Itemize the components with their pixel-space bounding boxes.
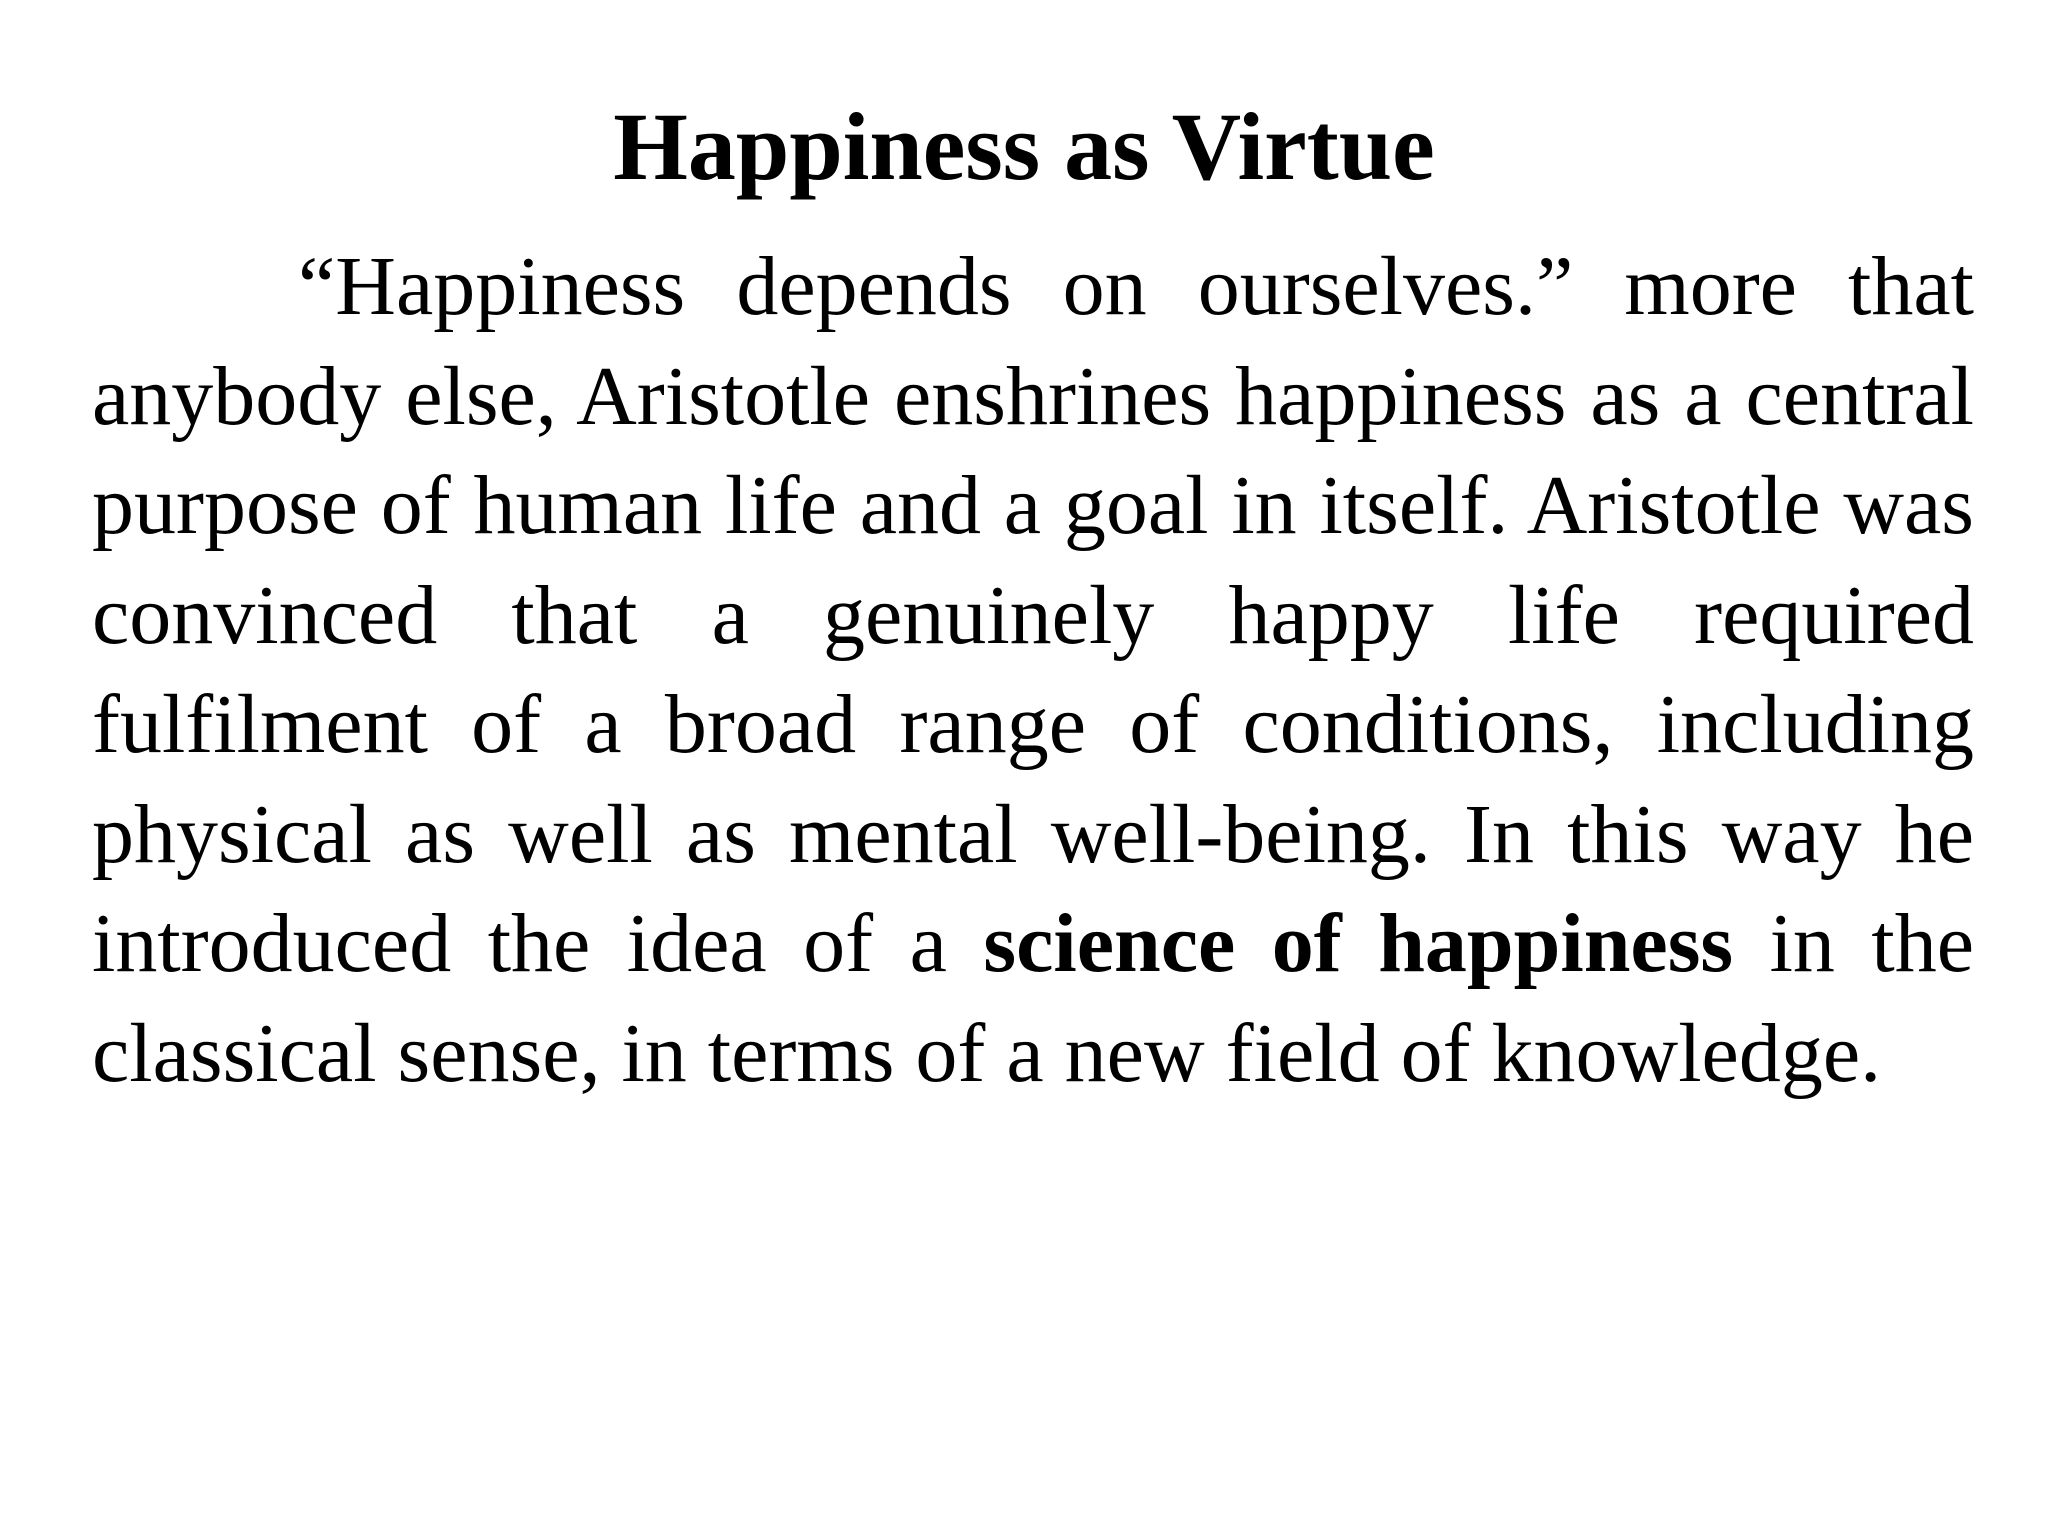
slide-title: Happiness as Virtue: [613, 93, 1435, 200]
paragraph-text-end: in the classical sense, in terms of a new field of knowledge.: [92, 897, 1975, 1100]
paragraph-text-start: “Happiness depends on ourselves.” more that anybody else, Aristotle enshrines happiness as a central purpose of human life and a goal in itself. Aristotle was convinced that a genuinely happy life required fulfilment of a broad range of conditions, including physical as well as mental well-being. In this way he introduced the idea of a: [92, 240, 1974, 990]
emphasized-phrase: science of happiness: [983, 897, 1734, 990]
body-paragraph: [92, 232, 1974, 1108]
